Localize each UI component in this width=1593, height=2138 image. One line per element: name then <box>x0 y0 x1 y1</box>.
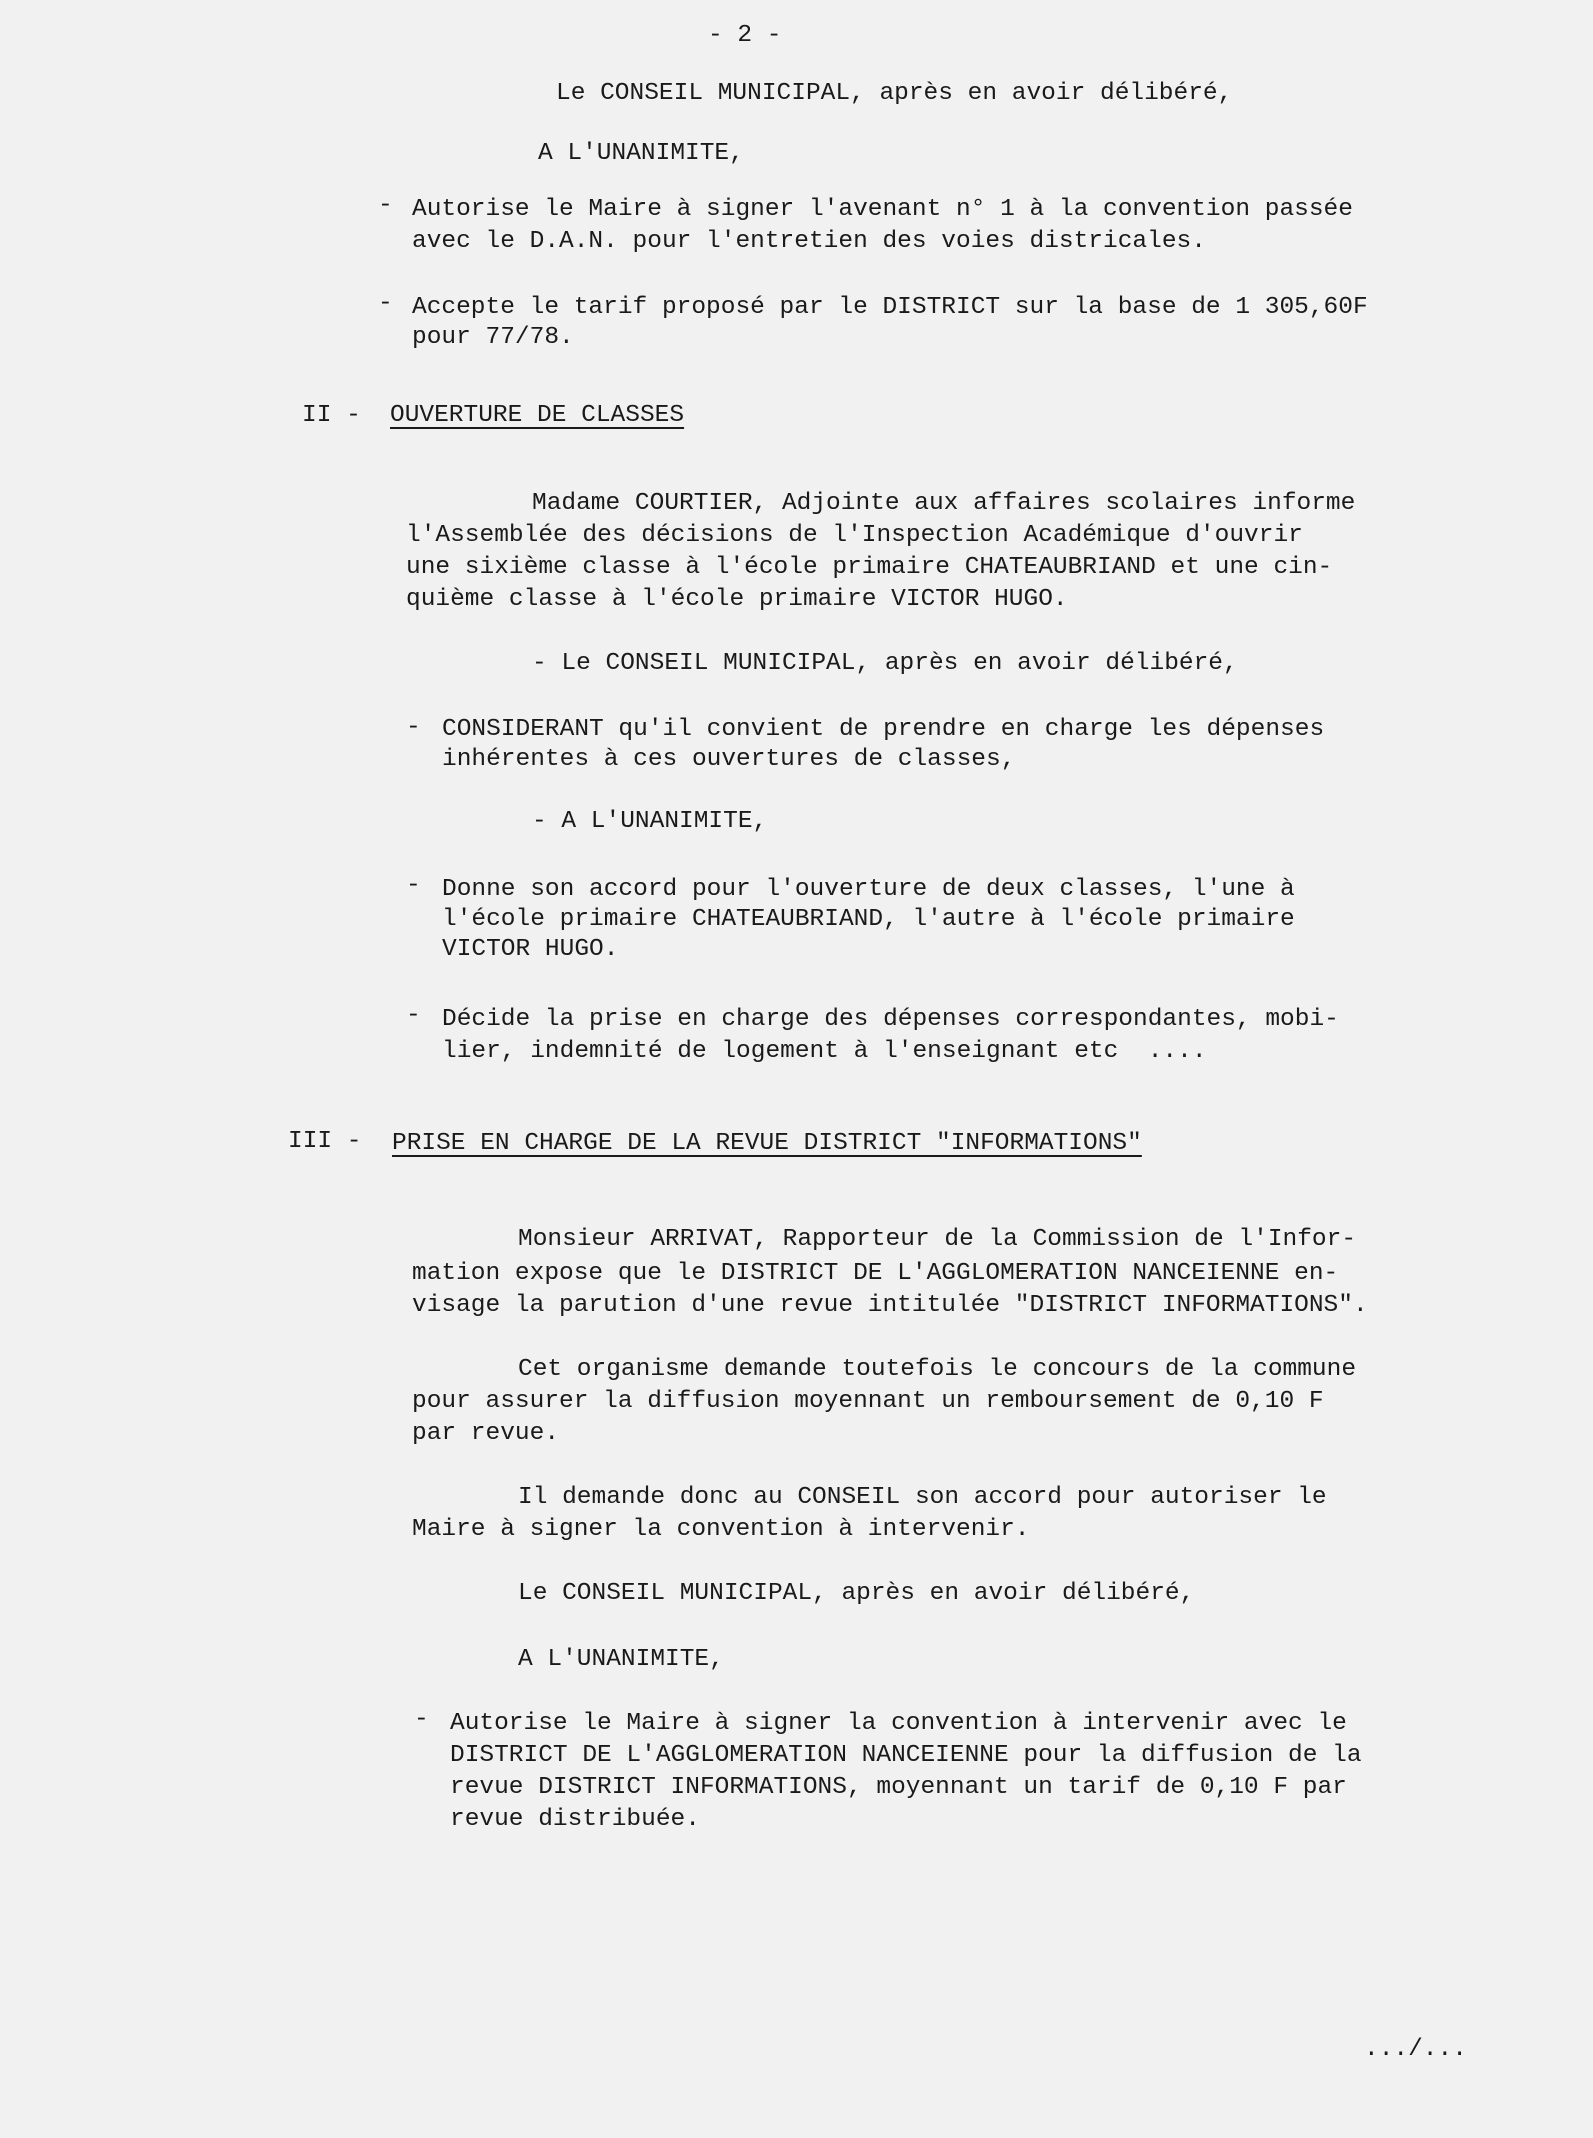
paragraph-line: pour assurer la diffusion moyennant un remboursement de 0,10 F <box>412 1388 1324 1415</box>
list-item-text: lier, indemnité de logement à l'enseignant etc .... <box>442 1038 1207 1065</box>
paragraph-line: visage la parution d'une revue intitulée "DISTRICT INFORMATIONS". <box>412 1292 1368 1319</box>
list-dash: - <box>406 872 421 899</box>
list-item-text: revue DISTRICT INFORMATIONS, moyennant un tarif de 0,10 F par <box>450 1774 1347 1801</box>
list-item-text: DISTRICT DE L'AGGLOMERATION NANCEIENNE pour la diffusion de la <box>450 1742 1362 1769</box>
unanimity-line: A L'UNANIMITE, <box>538 140 744 167</box>
list-item-text: Autorise le Maire à signer la convention à intervenir avec le <box>450 1710 1347 1737</box>
paragraph-line: par revue. <box>412 1420 560 1447</box>
list-dash: - <box>378 290 393 317</box>
paragraph-line: Cet organisme demande toutefois le concours de la commune <box>518 1356 1357 1383</box>
list-dash: - <box>406 714 421 741</box>
list-item-text: revue distribuée. <box>450 1806 700 1833</box>
list-dash: - <box>378 192 393 219</box>
paragraph-line: Il demande donc au CONSEIL son accord pour autoriser le <box>518 1484 1327 1511</box>
list-item-text: pour 77/78. <box>412 324 574 351</box>
paragraph-line: l'Assemblée des décisions de l'Inspection Académique d'ouvrir <box>406 522 1303 549</box>
section-title: OUVERTURE DE CLASSES <box>390 402 685 429</box>
section-number: II - <box>302 402 361 429</box>
list-item-text: Donne son accord pour l'ouverture de deux classes, l'une à <box>442 876 1295 903</box>
section-title: PRISE EN CHARGE DE LA REVUE DISTRICT "INFORMATIONS" <box>392 1130 1142 1157</box>
list-dash: - <box>414 1706 429 1733</box>
paragraph-line: Maire à signer la convention à intervenir. <box>412 1516 1030 1543</box>
list-dash: - <box>406 1002 421 1029</box>
list-item-text: Accepte le tarif proposé par le DISTRICT sur la base de 1 305,60F <box>412 294 1368 321</box>
paragraph-line: Madame COURTIER, Adjointe aux affaires scolaires informe <box>532 490 1356 517</box>
list-item-text: Décide la prise en charge des dépenses correspondantes, mobi- <box>442 1006 1339 1033</box>
council-deliberation-line: Le CONSEIL MUNICIPAL, après en avoir délibéré, <box>556 80 1233 107</box>
list-item-text: avec le D.A.N. pour l'entretien des voies districales. <box>412 228 1206 255</box>
council-deliberation-line: Le CONSEIL MUNICIPAL, après en avoir délibéré, <box>518 1580 1195 1607</box>
paragraph-line: mation expose que le DISTRICT DE L'AGGLOMERATION NANCEIENNE en- <box>412 1260 1339 1287</box>
list-item-text: inhérentes à ces ouvertures de classes, <box>442 746 1016 773</box>
continuation-mark: .../... <box>1364 2036 1467 2063</box>
list-item-text: CONSIDERANT qu'il convient de prendre en charge les dépenses <box>442 716 1325 743</box>
list-item-text: l'école primaire CHATEAUBRIAND, l'autre à l'école primaire <box>442 906 1295 933</box>
paragraph-line: Monsieur ARRIVAT, Rapporteur de la Commission de l'Infor- <box>518 1226 1357 1253</box>
list-item-text: VICTOR HUGO. <box>442 936 619 963</box>
unanimity-line: - A L'UNANIMITE, <box>532 808 768 835</box>
unanimity-line: A L'UNANIMITE, <box>518 1646 724 1673</box>
paragraph-line: quième classe à l'école primaire VICTOR HUGO. <box>406 586 1068 613</box>
page-number: - 2 - <box>708 22 782 49</box>
list-item-text: Autorise le Maire à signer l'avenant n° 1 à la convention passée <box>412 196 1353 223</box>
section-number: III - <box>288 1128 362 1155</box>
council-deliberation-line: - Le CONSEIL MUNICIPAL, après en avoir délibéré, <box>532 650 1238 677</box>
paragraph-line: une sixième classe à l'école primaire CHATEAUBRIAND et une cin- <box>406 554 1333 581</box>
